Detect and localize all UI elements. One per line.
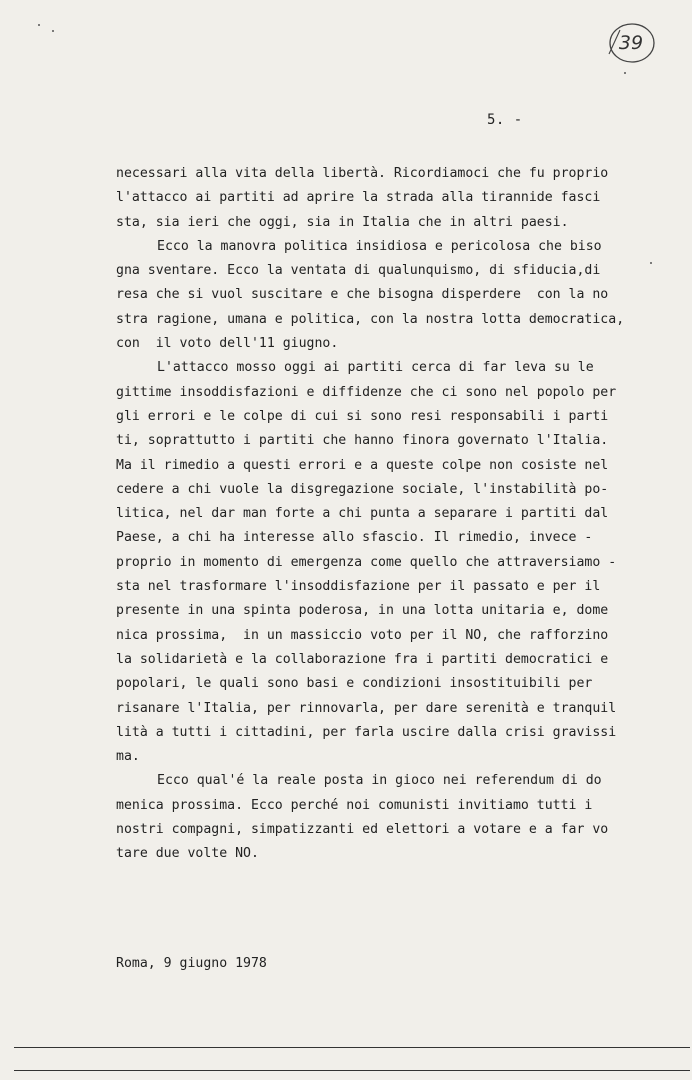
text-line: nica prossima, in un massiccio voto per il NO, che rafforzino [116,627,609,643]
text-line: litica, nel dar man forte a chi punta a separare i partiti dal [116,506,609,522]
text-line: con il voto dell'11 giugno. [116,336,339,352]
text-line: stra ragione, umana e politica, con la nostra lotta democratica, [116,311,625,327]
text-line: nostri compagni, simpatizzanti ed elettori a votare e a far vo [116,822,609,838]
text-line: sta, sia ieri che oggi, sia in Italia che in altri paesi. [116,214,569,230]
text-line: tare due volte NO. [116,846,259,862]
text-line: Ma il rimedio a questi errori e a queste colpe non cosiste nel [116,457,609,473]
paragraph [116,356,656,769]
text-line: ma. [116,749,140,765]
text-line: presente in una spinta poderosa, in una lotta unitaria e, dome [116,603,609,619]
text-line: ti, soprattutto i partiti che hanno finora governato l'Italia. [116,433,609,449]
text-line: L'attacco mosso oggi ai partiti cerca di far leva su le [157,360,594,376]
text-line: popolari, le quali sono basi e condizioni insostituibili per [116,676,593,692]
text-line: proprio in momento di emergenza come quello che attraversiamo - [116,554,617,570]
paragraph [116,235,656,356]
text-line: sta nel trasformare l'insoddisfazione per il passato e per il [116,579,601,595]
paragraph [116,162,656,235]
stamp-number: 39 [618,32,644,54]
text-line: la solidarietà e la collaborazione fra i partiti democratici e [116,651,609,667]
text-line: l'attacco ai partiti ad aprire la strada alla tirannide fasci [116,190,601,206]
text-line: Paese, a chi ha interesse allo sfascio. Il rimedio, invece - [116,530,593,546]
text-line: gna sventare. Ecco la ventata di qualunquismo, di sfiducia,di [116,263,601,279]
text-line: lità a tutti i cittadini, per farla uscire dalla crisi gravissi [116,724,617,740]
bottom-rule [14,1047,690,1048]
text-line: risanare l'Italia, per rinnovarla, per dare serenità e tranquil [116,700,617,716]
text-line: gittime insoddisfazioni e diffidenze che ci sono nel popolo per [116,384,617,400]
bottom-rule-lower [14,1070,690,1071]
text-line: Ecco qual'é la reale posta in gioco nei referendum di do [157,773,602,789]
page-stamp [606,20,656,66]
text-line: menica prossima. Ecco perché noi comunisti invitiamo tutti i [116,797,593,813]
scan-speck [52,30,54,32]
text-line: Ecco la manovra politica insidiosa e pericolosa che biso [157,238,602,254]
scan-speck [38,24,40,26]
text-line: resa che si vuol suscitare e che bisogna disperdere con la no [116,287,609,303]
text-line: gli errori e le colpe di cui si sono resi responsabili i parti [116,408,609,424]
scan-speck [624,72,626,74]
body-text [116,162,656,867]
text-line: necessari alla vita della libertà. Ricordiamoci che fu proprio [116,166,609,181]
place-date-signoff: Roma, 9 giugno 1978 [116,956,267,971]
page-number: 5. - [487,112,523,128]
paragraph [116,769,656,866]
text-line: cedere a chi vuole la disgregazione sociale, l'instabilità po- [116,481,609,497]
